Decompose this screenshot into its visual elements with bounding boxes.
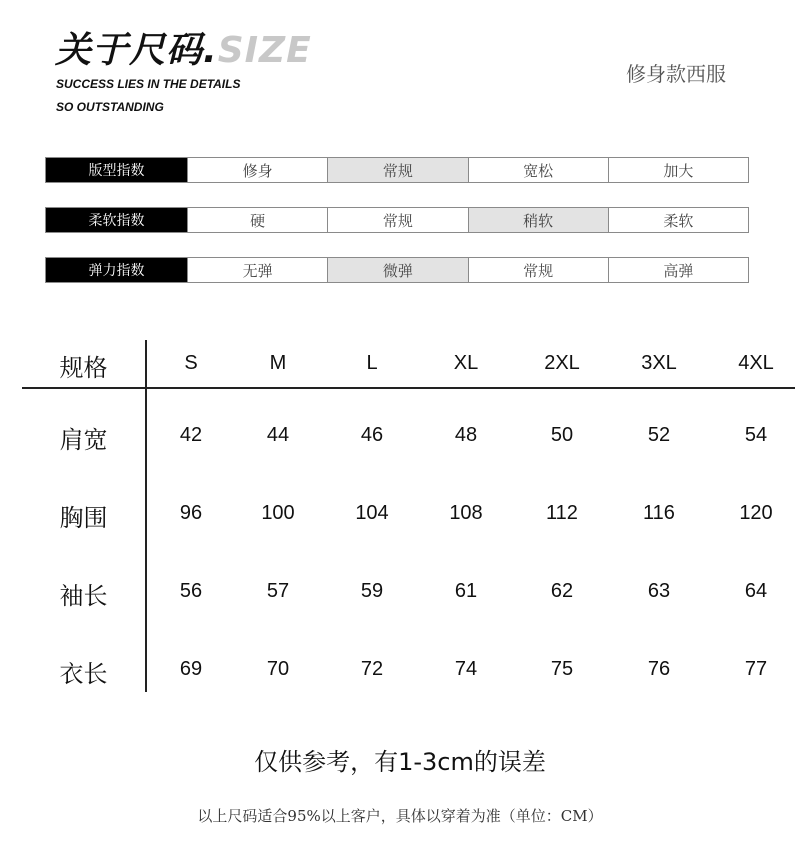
elasticity-index-row	[45, 257, 749, 283]
index-label: 版型指数	[46, 158, 187, 182]
table-cell: 76	[647, 658, 671, 680]
table-cell: 96	[179, 502, 203, 524]
measure-label: 肩宽	[59, 426, 108, 454]
size-header-4xl: 4XL	[738, 352, 774, 374]
size-header-xl: XL	[453, 352, 479, 374]
table-divider-horizontal	[22, 387, 795, 389]
table-cell: 54	[744, 424, 768, 446]
index-option: 硬	[187, 208, 327, 232]
table-cell: 42	[179, 424, 203, 446]
index-label: 柔软指数	[46, 208, 187, 232]
index-option-selected: 微弹	[327, 258, 467, 282]
table-cell: 70	[266, 658, 290, 680]
index-option: 高弹	[608, 258, 748, 282]
index-option: 修身	[187, 158, 327, 182]
measure-label: 胸围	[59, 504, 108, 532]
table-cell: 50	[550, 424, 574, 446]
size-table	[22, 340, 795, 692]
table-cell: 61	[454, 580, 478, 602]
table-cell: 74	[454, 658, 478, 680]
table-cell: 59	[360, 580, 384, 602]
index-option: 宽松	[468, 158, 608, 182]
tagline-1: SUCCESS LIES IN THE DETAILS	[56, 77, 241, 91]
softness-index-row	[45, 207, 749, 233]
table-cell: 112	[546, 502, 578, 524]
table-cell: 46	[360, 424, 384, 446]
title-en: SIZE	[217, 30, 312, 71]
table-cell: 63	[647, 580, 671, 602]
table-cell: 104	[355, 502, 389, 524]
index-option-selected: 常规	[327, 158, 467, 182]
table-cell: 72	[360, 658, 384, 680]
table-cell: 44	[266, 424, 290, 446]
index-option: 加大	[608, 158, 748, 182]
index-option: 常规	[327, 208, 467, 232]
index-option: 无弹	[187, 258, 327, 282]
fit-note: 以上尺码适合95%以上客户，具体以穿着为准（单位：CM）	[197, 807, 603, 825]
table-cell: 77	[744, 658, 768, 680]
table-cell: 57	[266, 580, 290, 602]
table-cell: 62	[550, 580, 574, 602]
size-header-s: S	[184, 352, 198, 374]
table-cell: 69	[179, 658, 203, 680]
title-cn: 关于尺码.	[55, 30, 218, 71]
page-title	[55, 22, 312, 73]
fit-index-row	[45, 157, 749, 183]
index-option-selected: 稍软	[468, 208, 608, 232]
style-name: 修身款西服	[626, 62, 726, 86]
measure-label: 衣长	[59, 660, 108, 688]
table-cell: 120	[739, 502, 773, 524]
size-header-l: L	[366, 352, 378, 374]
index-option: 常规	[468, 258, 608, 282]
table-cell: 100	[261, 502, 295, 524]
size-header-3xl: 3XL	[641, 352, 677, 374]
index-option: 柔软	[608, 208, 748, 232]
table-cell: 48	[454, 424, 478, 446]
table-cell: 64	[744, 580, 768, 602]
table-corner-label: 规格	[59, 354, 108, 382]
tolerance-note: 仅供参考，有1-3cm的误差	[254, 748, 546, 776]
size-header-m: M	[269, 352, 287, 374]
table-cell: 108	[449, 502, 483, 524]
size-header-2xl: 2XL	[544, 352, 580, 374]
table-cell: 56	[179, 580, 203, 602]
tagline-2: SO OUTSTANDING	[56, 100, 164, 114]
table-cell: 116	[643, 502, 675, 524]
measure-label: 袖长	[59, 582, 108, 610]
table-cell: 75	[550, 658, 574, 680]
index-label: 弹力指数	[46, 258, 187, 282]
table-cell: 52	[647, 424, 671, 446]
